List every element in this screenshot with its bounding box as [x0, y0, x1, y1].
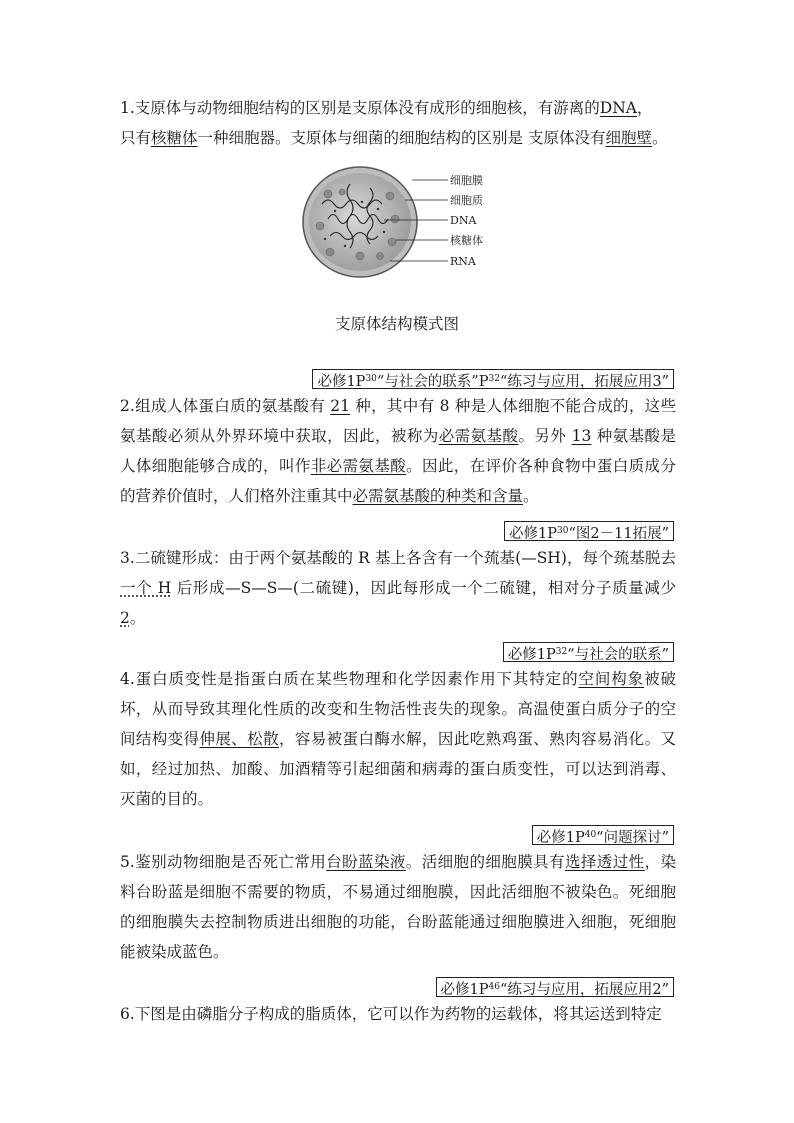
label-membrane: 细胞膜 — [450, 174, 483, 187]
figure-caption: 支原体结构模式图 — [334, 315, 459, 333]
answer-spatial-conformation: 空间构象 — [578, 670, 645, 688]
label-dna: DNA — [450, 214, 477, 227]
p4-text: ，容易被蛋白酶水解，因此吃熟鸡蛋、熟肉容易消化。又如，经过加热、加酸、加酒精等引起细菌和病毒的蛋白质变性，可以达到消毒、灭菌的目的。 — [120, 730, 676, 808]
textbook-reference-5 — [436, 977, 675, 997]
p5-text: ，染料台盼蓝是细胞不需要的物质，不易通过细胞膜，因此活细胞不被染色。死细胞的细胞膜失去控制物质进出细胞的功能，台盼蓝能通过细胞膜进入细胞，死细胞能被染成蓝色。 — [120, 853, 676, 961]
answer-loose: 伸展、松散 — [199, 730, 279, 748]
paragraph-2 — [120, 391, 676, 511]
p4-text: 被破坏，从而导致其理化性质的改变和生物活性丧失的现象。高温使蛋白质分子的空间结构变得 — [120, 670, 676, 748]
ref-text: 必修1P — [317, 374, 366, 390]
p1-text: 一种细胞器。支原体与细菌的细胞结构的区别是 支原体没有 — [197, 129, 606, 147]
ref-page: 30 — [557, 526, 569, 536]
ref-text: “与社会的联系” — [567, 647, 669, 663]
p5-text: 。活细胞的细胞膜具有 — [405, 853, 565, 871]
p2-text: 2.组成人体蛋白质的氨基酸有 — [120, 397, 331, 415]
p3-text: 3.二硫键形成：由于两个氨基酸的 R 基上各含有一个巯基(—SH)，每个巯基脱去 — [120, 549, 676, 567]
answer-21: 21 — [330, 397, 351, 415]
p4-text: 4.蛋白质变性是指蛋白质在某些物理和化学因素作用下其特定的 — [120, 670, 579, 688]
ref-text: “练习与应用，拓展应用2” — [499, 982, 669, 998]
answer-cell-wall: 细胞壁 — [605, 129, 652, 147]
p1-text: 。 — [651, 129, 668, 147]
p3-text: 后形成—S—S—(二硫键)，因此每形成一个二硫键，相对分子质量减少 — [171, 579, 676, 597]
textbook-reference-1 — [312, 369, 674, 389]
answer-dna: DNA — [599, 99, 637, 117]
paragraph-5 — [120, 847, 676, 967]
paragraph-6 — [120, 999, 676, 1029]
p2-text: 。 — [523, 487, 539, 505]
label-cytoplasm: 细胞质 — [450, 194, 483, 207]
answer-ribosome: 核糖体 — [151, 129, 198, 147]
paragraph-1 — [120, 93, 676, 153]
textbook-reference-2 — [504, 521, 674, 541]
paragraph-4 — [120, 664, 676, 814]
ref-text: 必修1P — [509, 526, 558, 542]
ref-text: “图2－11拓展” — [568, 526, 669, 542]
p2-text: 。因此，在评价各种食物中蛋白质成分的营养价值时，人们格外注重其中 — [120, 457, 676, 505]
answer-2: 2 — [120, 609, 130, 627]
answer-trypan-blue: 台盼蓝染液 — [326, 853, 406, 871]
ref-page: 46 — [488, 982, 500, 992]
p6-text: 6.下图是由磷脂分子构成的脂质体，它可以作为药物的运载体，将其运送到特定 — [120, 1005, 662, 1023]
mycoplasma-diagram — [300, 164, 500, 282]
p3-text: 。 — [129, 609, 146, 627]
label-rna: RNA — [450, 255, 476, 268]
answer-type-content: 必需氨基酸的种类和含量 — [352, 487, 524, 505]
ref-page: 32 — [488, 374, 500, 384]
textbook-reference-4 — [532, 825, 674, 845]
p2-text: 种，其中有 8 种是人体细胞不能合成的，这些氨基酸必须从外界环境中获取，因此，被称为 — [120, 397, 676, 445]
p5-text: 5.鉴别动物细胞是否死亡常用 — [120, 853, 327, 871]
p2-text: 。另外 — [518, 427, 572, 445]
ref-text: 必修1P — [536, 830, 585, 846]
p2-text: 种氨基酸是人体细胞能够合成的，叫作 — [120, 427, 676, 475]
ref-text: “问题探讨” — [596, 830, 669, 846]
answer-nonessential: 非必需氨基酸 — [310, 457, 407, 475]
label-ribosome: 核糖体 — [450, 234, 483, 247]
ref-page: 30 — [365, 374, 377, 384]
answer-one-h: 一个 H — [120, 579, 172, 597]
answer-13: 13 — [571, 427, 592, 445]
ref-text: “与社会的联系”P — [376, 374, 489, 390]
answer-selective-permeability: 选择透过性 — [564, 853, 645, 871]
textbook-reference-3 — [503, 642, 674, 662]
p1-text: ， — [636, 99, 653, 117]
ref-text: 必修1P — [440, 982, 489, 998]
ref-text: 必修1P — [507, 647, 556, 663]
ref-text: “练习与应用，拓展应用3” — [499, 374, 669, 390]
paragraph-3 — [120, 543, 676, 633]
p1-text: 只有 — [120, 129, 152, 147]
ref-page: 40 — [584, 830, 597, 840]
ref-page: 32 — [555, 647, 568, 657]
answer-essential: 必需氨基酸 — [438, 427, 519, 445]
p1-text: 1.支原体与动物细胞结构的区别是支原体没有成形的细胞核，有游离的 — [120, 99, 600, 117]
